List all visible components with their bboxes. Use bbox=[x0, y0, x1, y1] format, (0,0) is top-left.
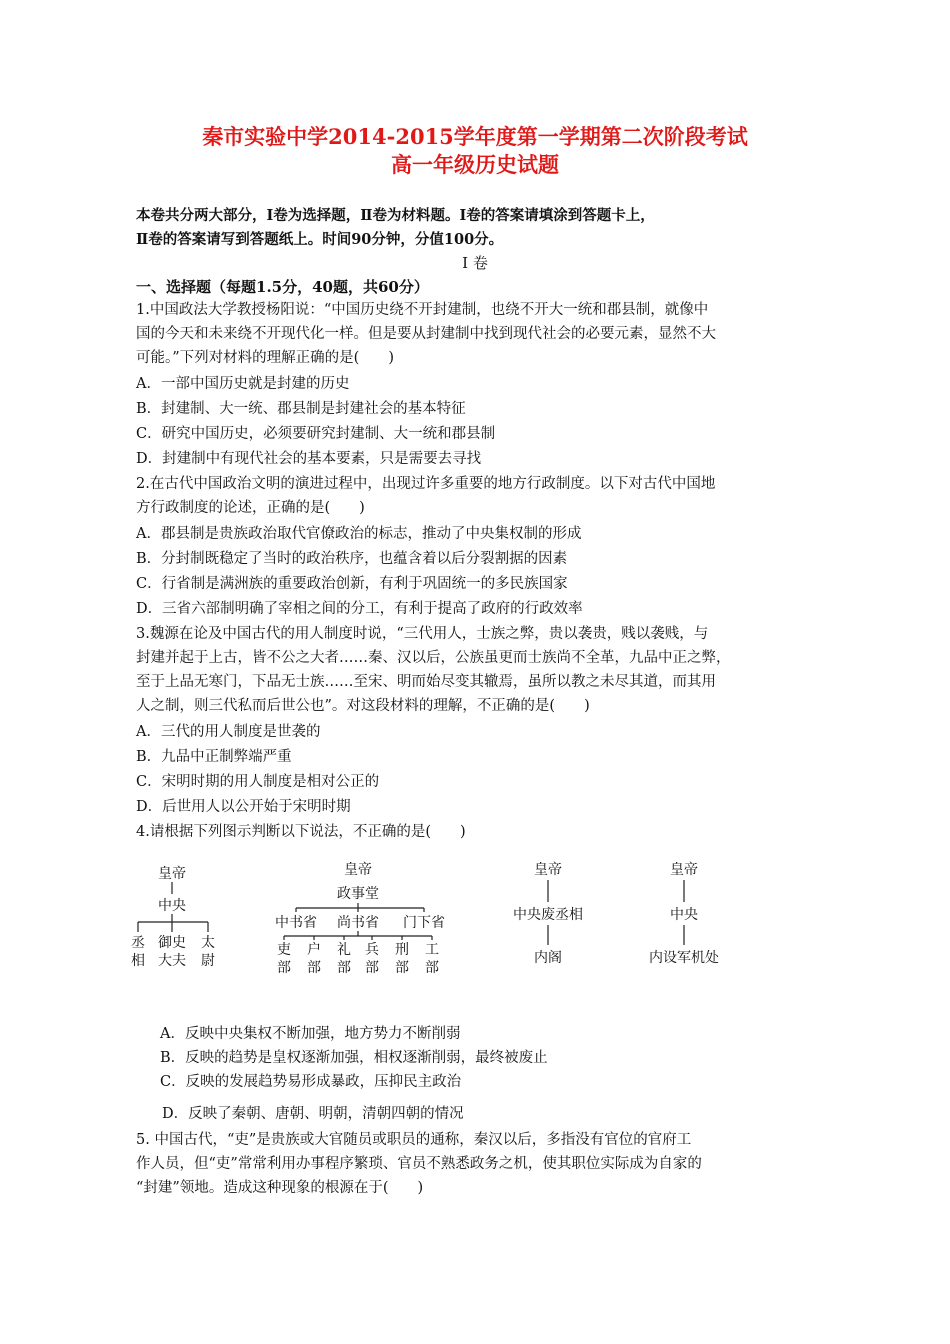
qin-chancellor-1: 丞 bbox=[131, 935, 145, 951]
question-5-line-1: 5. 中国古代，“吏”是贵族或大官随员或职员的通称，秦汉以后，多指没有官位的官府工 bbox=[136, 1132, 692, 1148]
tang-ministry-personnel-2: 部 bbox=[277, 960, 291, 976]
intro-line-2: Ⅱ卷的答案请写到答题纸上。时间90分钟，分值100分。 bbox=[136, 231, 504, 248]
tang-ministry-justice-1: 刑 bbox=[395, 942, 409, 958]
qin-commandant-1: 太 bbox=[201, 935, 215, 951]
question-2-line-2: 方行政制度的论述，正确的是( ) bbox=[136, 500, 365, 516]
qin-emperor: 皇帝 bbox=[158, 866, 186, 882]
tang-ministry-works-1: 工 bbox=[425, 942, 439, 958]
tang-ministry-rites-1: 礼 bbox=[337, 942, 351, 958]
diagram-ming bbox=[513, 861, 583, 966]
volume-heading: Ⅰ 卷 bbox=[462, 254, 488, 272]
tang-council: 政事堂 bbox=[337, 886, 379, 902]
question-3-option-d[interactable]: D．后世用人以公开始于宋明时期 bbox=[136, 799, 351, 815]
question-1-line-1: 1.中国政法大学教授杨阳说：“中国历史绕不开封建制，也绕不开大一统和郡县制，就像中 bbox=[136, 302, 709, 318]
question-4-option-a[interactable]: A．反映中央集权不断加强，地方势力不断削弱 bbox=[160, 1026, 461, 1042]
qin-commandant-2: 尉 bbox=[201, 953, 215, 969]
qin-censor-1: 御史 bbox=[158, 935, 186, 951]
tang-department-of-state: 尚书省 bbox=[337, 915, 379, 931]
question-1-option-d[interactable]: D．封建制中有现代社会的基本要素，只是需要去寻找 bbox=[136, 451, 482, 467]
question-2-option-a[interactable]: A．郡县制是贵族政治取代官僚政治的标志，推动了中央集权制的形成 bbox=[136, 526, 582, 542]
tang-ministry-works-2: 部 bbox=[425, 960, 439, 976]
question-3-line-3: 至于上品无寒门，下品无士族……至宋、明而始尽变其辙焉，虽所以教之未尽其道，而其用 bbox=[136, 674, 716, 690]
qin-censor-2: 大夫 bbox=[158, 953, 186, 969]
ming-grand-secretariat: 内阁 bbox=[534, 950, 562, 966]
diagram-tang bbox=[275, 861, 445, 976]
question-4-option-b[interactable]: B．反映的趋势是皇权逐渐加强，相权逐渐削弱，最终被废止 bbox=[160, 1050, 548, 1066]
ming-central: 中央废丞相 bbox=[513, 907, 583, 923]
tang-ministry-revenue-2: 部 bbox=[307, 960, 321, 976]
qing-emperor: 皇帝 bbox=[670, 862, 698, 878]
exam-title: 秦市实验中学2014-2015学年度第一学期第二次阶段考试 bbox=[202, 124, 748, 149]
diagram-qing bbox=[649, 861, 719, 966]
question-1-line-2: 国的今天和未来绕不开现代化一样。但是要从封建制中找到现代社会的必要元素，显然不大 bbox=[136, 326, 716, 342]
tang-ministry-revenue-1: 户 bbox=[307, 942, 321, 958]
question-1-line-3: 可能。”下列对材料的理解正确的是( ) bbox=[136, 350, 394, 366]
question-2-option-b[interactable]: B．分封制既稳定了当时的政治秩序，也蕴含着以后分裂割据的因素 bbox=[136, 551, 568, 567]
question-3-option-b[interactable]: B．九品中正制弊端严重 bbox=[136, 749, 292, 765]
tang-emperor: 皇帝 bbox=[344, 862, 372, 878]
question-3-option-a[interactable]: A．三代的用人制度是世袭的 bbox=[136, 724, 321, 740]
tang-ministry-rites-2: 部 bbox=[337, 960, 351, 976]
question-1-option-a[interactable]: A．一部中国历史就是封建的历史 bbox=[136, 376, 350, 392]
question-3-line-1: 3.魏源在论及中国古代的用人制度时说，“三代用人，士族之弊，贵以袭贵，贱以袭贱，与 bbox=[136, 626, 709, 642]
tang-chancellery: 门下省 bbox=[403, 915, 445, 931]
question-2-option-d[interactable]: D．三省六部制明确了宰相之间的分工，有利于提高了政府的行政效率 bbox=[136, 601, 583, 617]
question-2-option-c[interactable]: C．行省制是满洲族的重要政治创新，有利于巩固统一的多民族国家 bbox=[136, 576, 568, 592]
question-1-option-c[interactable]: C．研究中国历史，必须要研究封建制、大一统和郡县制 bbox=[136, 426, 496, 442]
tang-ministry-personnel-1: 吏 bbox=[277, 942, 291, 958]
ming-emperor: 皇帝 bbox=[534, 862, 562, 878]
tang-ministry-justice-2: 部 bbox=[395, 960, 409, 976]
qing-grand-council: 内设军机处 bbox=[649, 950, 719, 966]
question-1-option-b[interactable]: B．封建制、大一统、郡县制是封建社会的基本特征 bbox=[136, 401, 466, 417]
question-4-line-1: 4.请根据下列图示判断以下说法，不正确的是( ) bbox=[136, 824, 466, 840]
qing-central: 中央 bbox=[670, 907, 698, 923]
diagram-qin bbox=[131, 865, 215, 969]
section-heading: 一、选择题（每题1.5分，40题，共60分） bbox=[136, 278, 429, 296]
exam-subtitle: 高一年级历史试题 bbox=[391, 152, 559, 177]
question-5-line-2: 作人员，但“吏”常常利用办事程序繁琐、官员不熟悉政务之机，使其职位实际成为自家的 bbox=[136, 1156, 702, 1172]
question-3-line-4: 人之制，则三代私而后世公也”。对这段材料的理解，不正确的是( ) bbox=[136, 698, 590, 714]
tang-ministry-war-1: 兵 bbox=[365, 942, 379, 958]
question-2-line-1: 2.在古代中国政治文明的演进过程中，出现过许多重要的地方行政制度。以下对古代中国地 bbox=[136, 476, 716, 492]
qin-chancellor-2: 相 bbox=[131, 953, 145, 969]
tang-ministry-war-2: 部 bbox=[365, 960, 379, 976]
question-4-option-d[interactable]: D．反映了秦朝、唐朝、明朝，清朝四朝的情况 bbox=[162, 1106, 464, 1122]
intro-line-1: 本卷共分两大部分，Ⅰ卷为选择题，Ⅱ卷为材料题。Ⅰ卷的答案请填涂到答题卡上， bbox=[136, 207, 655, 224]
question-5-line-3: “封建”领地。造成这种现象的根源在于( ) bbox=[136, 1180, 424, 1196]
qin-central: 中央 bbox=[158, 898, 186, 914]
tang-secretariat: 中书省 bbox=[275, 915, 317, 931]
question-3-option-c[interactable]: C．宋明时期的用人制度是相对公正的 bbox=[136, 774, 380, 790]
question-4-option-c[interactable]: C．反映的发展趋势易形成暴政，压抑民主政治 bbox=[160, 1074, 462, 1090]
government-structure-diagram bbox=[128, 848, 732, 980]
question-3-line-2: 封建并起于上古，皆不公之大者……秦、汉以后，公族虽更而士族尚不全革，九品中正之弊， bbox=[136, 650, 731, 666]
